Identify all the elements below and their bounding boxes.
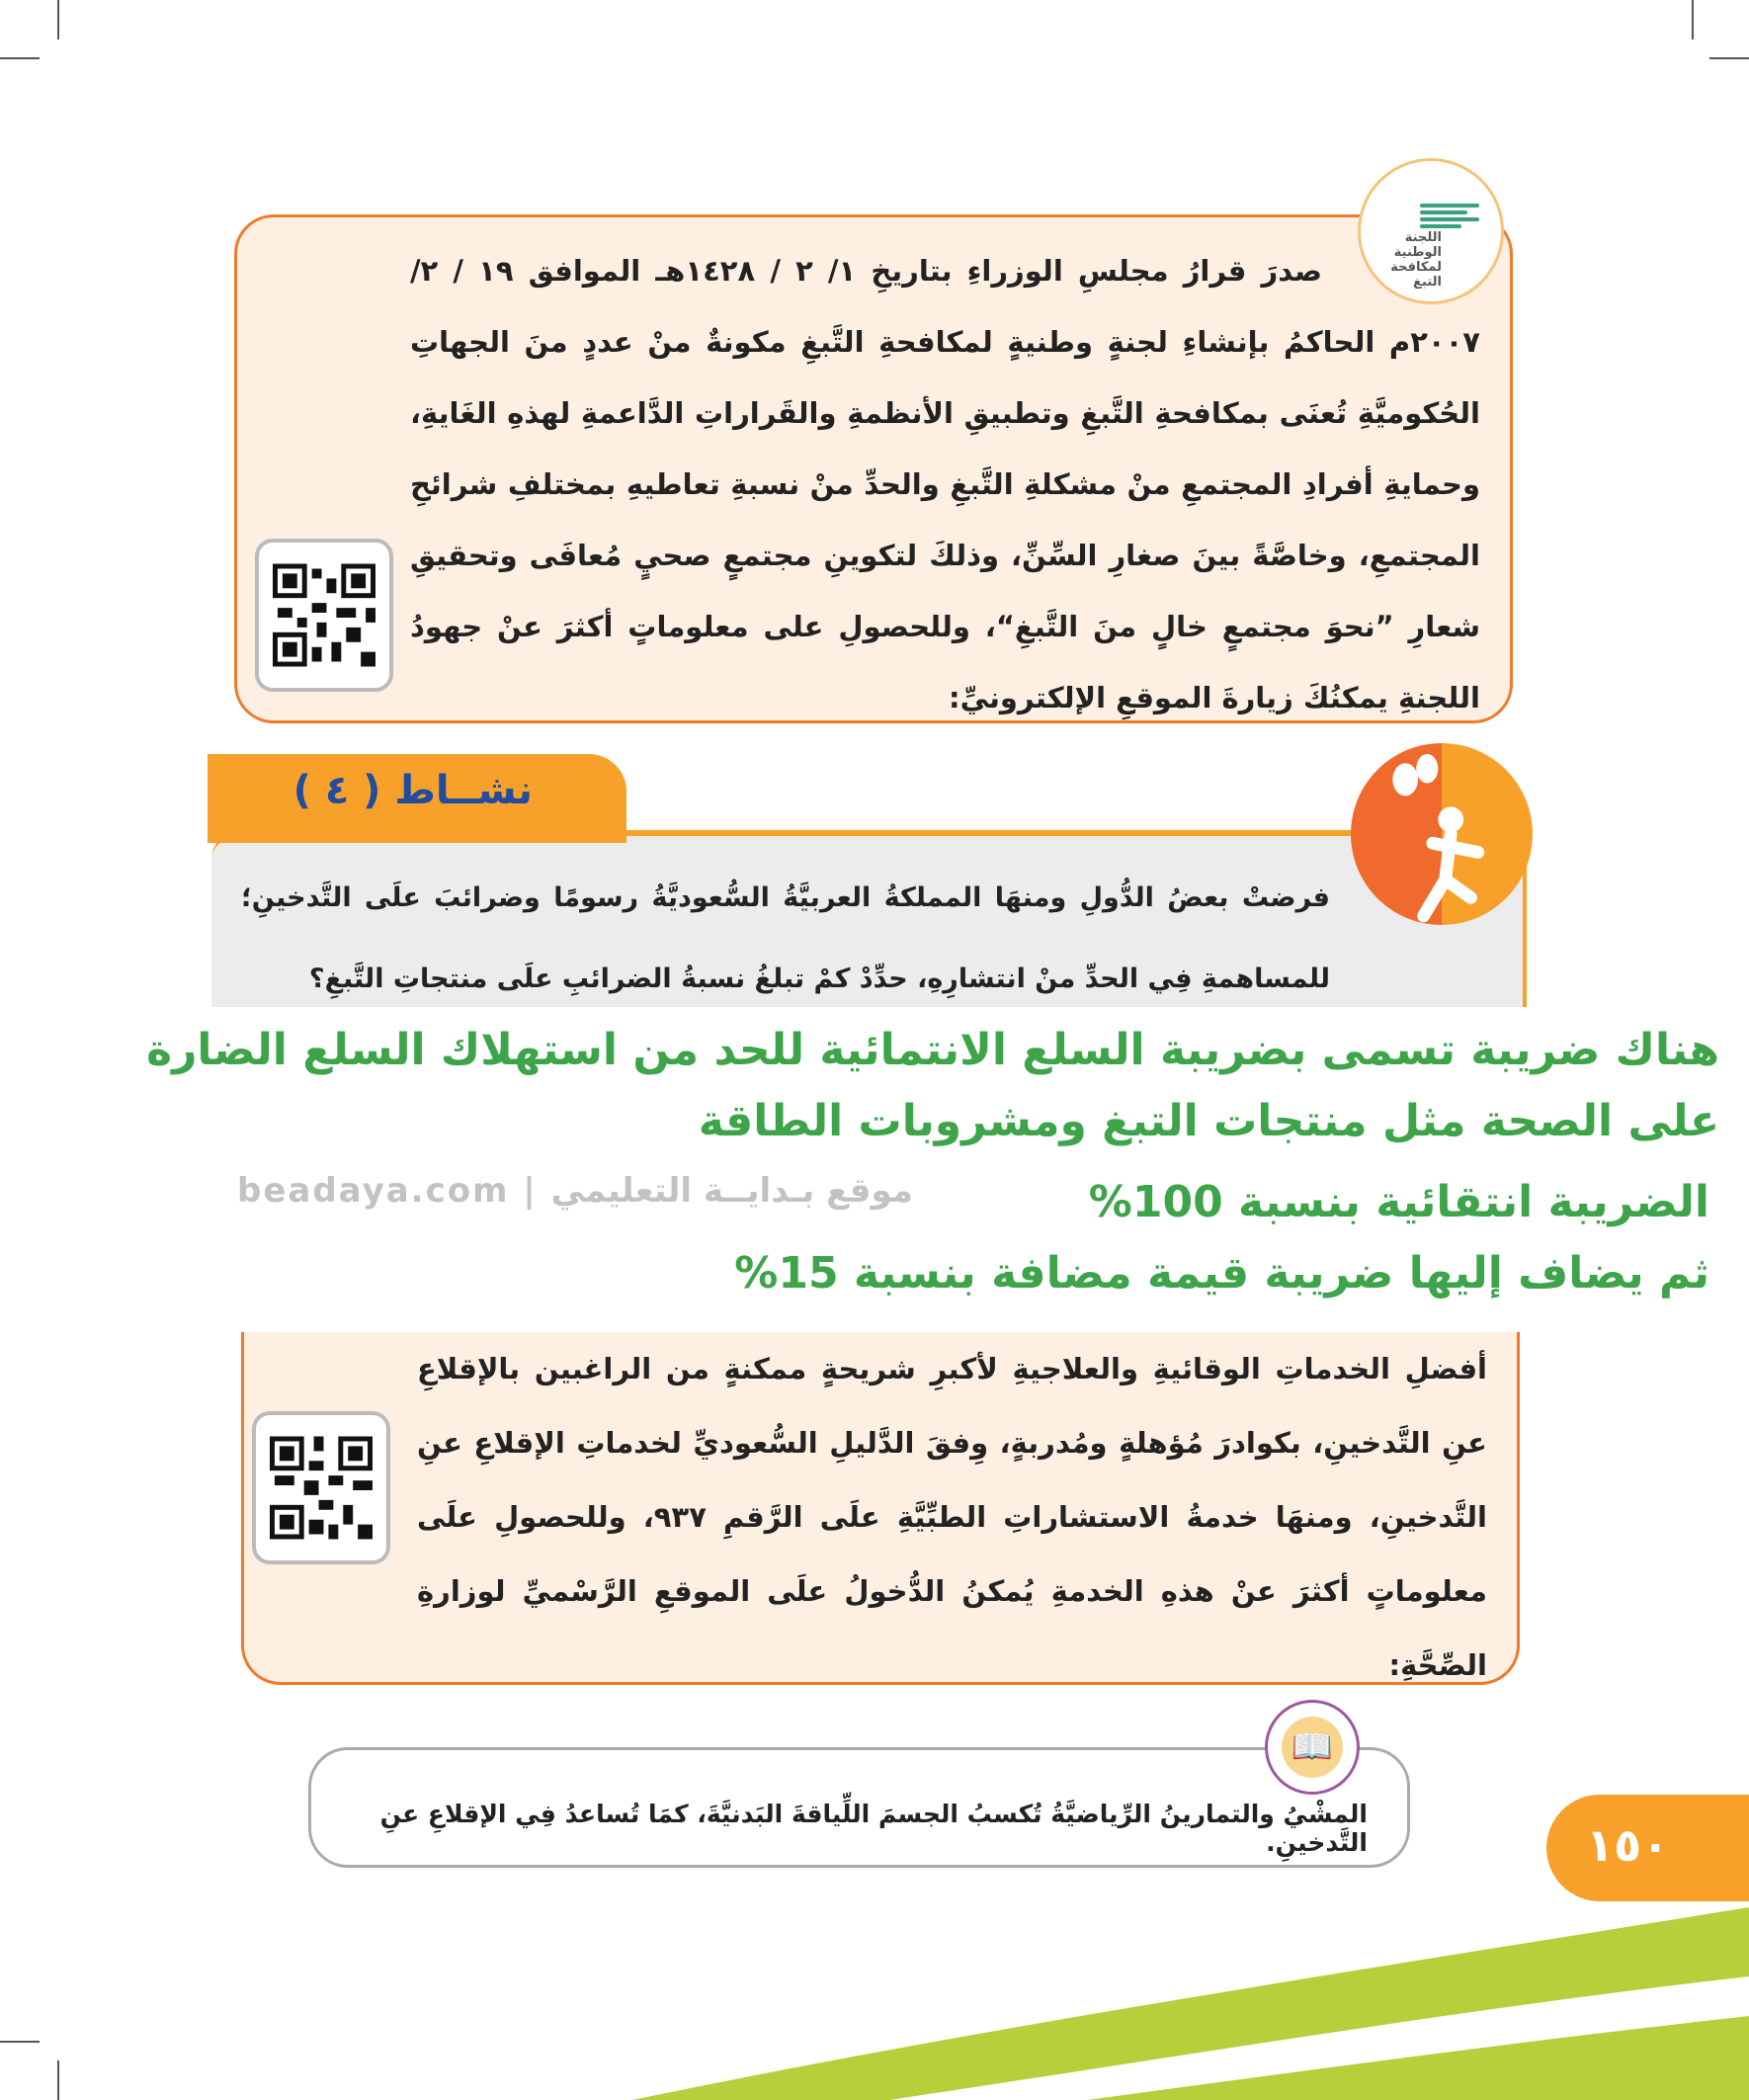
answer-line: على الصحة مثل منتجات التبغ ومشروبات الطاقة [698, 1096, 1719, 1146]
logo-text: اللجنة الوطنية لمكافحة التبغ [1390, 230, 1442, 290]
qr-code[interactable] [255, 539, 393, 692]
intro-text: صدرَ قرارُ مجلسِ الوزراءِ بتاريخِ ١/ ٢ / ١٤٢٨هـ الموافق ١٩ / ٢/ ٢٠٠٧م الحاكمُ بإنشاءِ لجنةٍ وطنيةٍ لمكافحةِ التَّبغِ مكونةٌ منْ عددٍ منَ الجهاتِ الحُكوميَّةِ تُعنَى بمكافحةِ التَّبغِ وتطبيقِ الأنظمةِ والقَراراتِ الدَّاعمةِ لهذهِ الغَايةِ، وحمايةِ أفرادِ المجتمعِ منْ مشكلةِ التَّبغِ والحدِّ منْ نسبةِ تعاطيهِ بمختلفِ شرائحِ المجتمعِ، وخاصَّةً بينَ صغارِ السِّنِّ، وذلكَ لتكوينِ مجتمعٍ صحيٍ مُعافَى وتحقيقِ شعارِ ”نحوَ مجتمعٍ خالٍ منَ التَّبغِ“، وللحصولِ على معلوماتٍ أكثرَ عنْ جهودُ اللجنةِ يمكنُكَ زيارةَ الموقعِ الإلكترونيِّ: [410, 254, 1480, 714]
crop-mark [57, 0, 59, 40]
intro-box [234, 214, 1513, 723]
crop-mark [1692, 0, 1694, 40]
decorative-swoosh [0, 1907, 1749, 2100]
page-number-tab [1546, 1795, 1749, 1901]
answer-line: الضريبة انتقائية بنسبة 100% [1088, 1177, 1709, 1227]
watermark: beadaya.com | موقع بـدايــة التعليمي [237, 1171, 913, 1211]
child-balloon-icon [1351, 743, 1533, 925]
tip-text: المشْيُ والتمارينُ الرِّياضيَّةُ تُكسبُ الجسمَ اللِّياقةَ البَدنيَّةَ، كمَا تُساعدُ فِي الإقلاعِ عنِ التَّدخينِ. [379, 1800, 1368, 1857]
page-number: ١٥٠ [1586, 1818, 1670, 1872]
qr-code[interactable] [252, 1411, 390, 1564]
answer-line: ثم يضاف إليها ضريبة قيمة مضافة بنسبة 15% [734, 1248, 1709, 1299]
activity-question: فرضتْ بعضُ الدُّولِ ومنهَا المملكةُ العربيَّةُ السُّعوديَّةُ رسومًا وضرائبَ علَى التَّدخينِ؛ للمساهمةِ فِي الحدِّ منْ انتشارِهِ، حدِّدْ كمْ تبلغُ نسبةُ الضرائبِ علَى منتجاتِ التَّبغِ؟ [241, 882, 1330, 994]
crop-mark [1709, 57, 1749, 59]
service-box [241, 1332, 1520, 1685]
committee-logo [1358, 158, 1504, 304]
activity-title: نشــاط ( ٤ ) [292, 768, 533, 813]
service-text: أفضلِ الخدماتِ الوقائيةِ والعلاجيةِ لأكبرِ شريحةٍ ممكنةٍ من الراغبين بالإقلاعِ عنِ التَّدخينِ، بكوادرَ مُؤهلةٍ ومُدربةٍ، وِفقَ الدَّليلِ السُّعوديِّ لخدماتِ الإقلاعِ عنِ التَّدخينِ، ومنهَا خدمةُ الاستشاراتِ الطبِّيَّةِ علَى الرَّقمِ ٩٣٧، وللحصولِ علَى معلوماتٍ أكثرَ عنْ هذهِ الخدمةِ يُمكنُ الدُّخولُ علَى الموقعِ الرَّسْميِّ لوزارةِ الصِّحَّةِ: [417, 1352, 1487, 1682]
crop-mark [0, 57, 40, 59]
answer-text [10, 1015, 1719, 1309]
answer-overlay [0, 1007, 1749, 1332]
activity-tab [208, 754, 626, 843]
book-icon: 📖 [1265, 1700, 1360, 1795]
answer-line: هناك ضريبة تسمى بضريبة السلع الانتمائية للحد من استهلاك السلع الضارة [146, 1025, 1719, 1075]
activity-box [211, 830, 1527, 1018]
tip-box [308, 1747, 1410, 1868]
